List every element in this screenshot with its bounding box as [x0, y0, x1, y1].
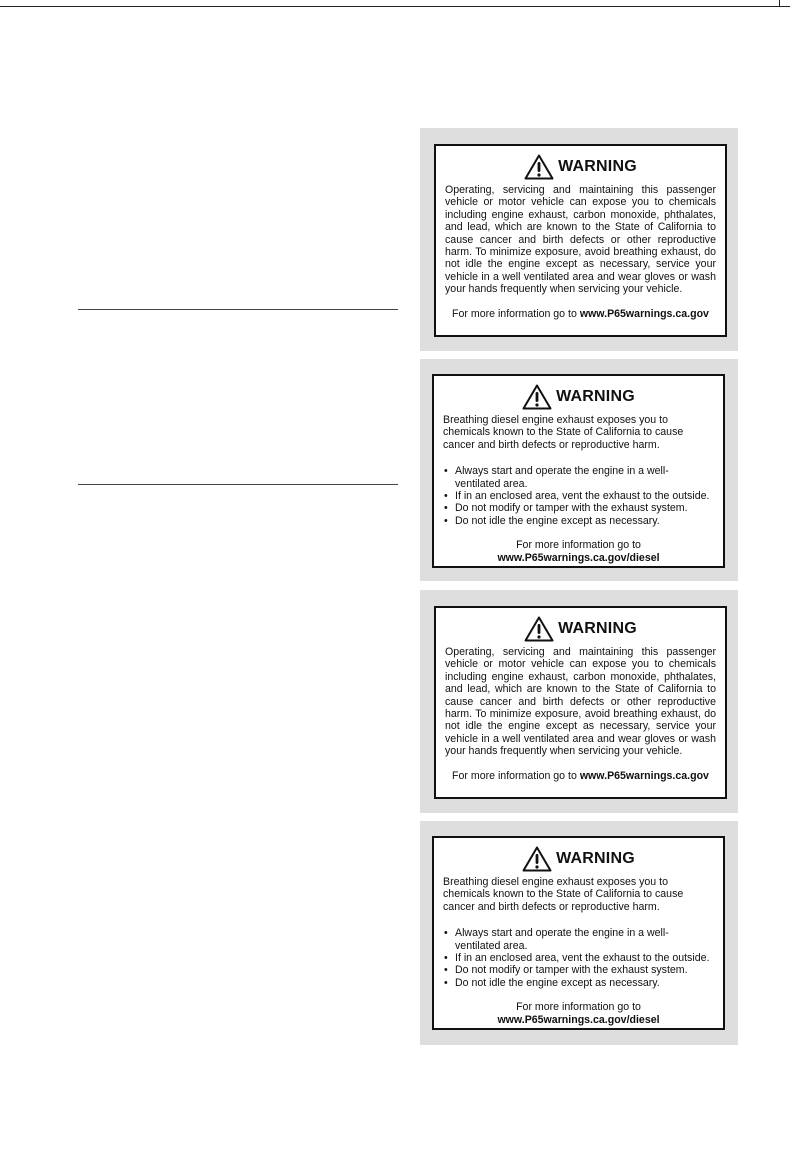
more-info-prefix: For more information go to	[452, 769, 580, 782]
more-info-url: www.P65warnings.ca.gov/diesel	[497, 1013, 660, 1026]
more-info-url: www.P65warnings.ca.gov/diesel	[497, 551, 660, 564]
more-info-line	[443, 1001, 714, 1026]
page-top-tick	[779, 0, 780, 7]
warning-body: Operating, servicing and maintaining this passenger vehicle or motor vehicle can expose you to chemicals including engine exhaust, carbon monoxide, phthalates, and lead, which are known to the State of California to cause cancer and birth defects or other reproductive harm. To minimize exposure, avoid breathing exhaust, do not idle the engine except as necessary, service your vehicle in a well ventilated area and wear gloves or wash your hands frequently when servicing your vehicle.	[445, 184, 716, 296]
warning-header	[445, 152, 716, 182]
more-info-line	[445, 770, 716, 782]
warning-triangle-icon	[522, 384, 552, 410]
warning-header	[445, 614, 716, 644]
warning-panel-3	[420, 590, 738, 813]
warning-title: WARNING	[556, 849, 635, 867]
warning-panel-4	[420, 821, 738, 1045]
warning-panel-1	[420, 128, 738, 351]
more-info-prefix: For more information go to	[452, 307, 580, 320]
warning-bullet-list	[443, 927, 714, 989]
bullet-item: • Do not modify or tamper with the exhaust system.	[443, 964, 714, 976]
more-info-line	[445, 308, 716, 320]
warning-body: Breathing diesel engine exhaust exposes you to chemicals known to the State of California to cause cancer and birth defects or reproductive harm.	[443, 414, 684, 451]
left-divider-1	[78, 309, 398, 310]
more-info-url: www.P65warnings.ca.gov	[579, 769, 709, 782]
warning-label-1	[434, 144, 727, 337]
warning-label-2	[432, 374, 725, 568]
warning-title: WARNING	[558, 619, 637, 637]
warning-body: Breathing diesel engine exhaust exposes you to chemicals known to the State of California to cause cancer and birth defects or reproductive harm.	[443, 876, 684, 913]
bullet-item: • Always start and operate the engine in a well-ventilated area.	[443, 927, 714, 952]
warning-label-3	[434, 606, 727, 799]
warning-body: Operating, servicing and maintaining this passenger vehicle or motor vehicle can expose you to chemicals including engine exhaust, carbon monoxide, phthalates, and lead, which are known to the State of California to cause cancer and birth defects or other reproductive harm. To minimize exposure, avoid breathing exhaust, do not idle the engine except as necessary, service your vehicle in a well ventilated area and wear gloves or wash your hands frequently when servicing your vehicle.	[445, 646, 716, 758]
bullet-item: • If in an enclosed area, vent the exhaust to the outside.	[443, 490, 714, 502]
bullet-item: • Do not idle the engine except as necessary.	[443, 977, 714, 989]
page-top-rule	[0, 0, 790, 7]
warning-title: WARNING	[558, 157, 637, 175]
more-info-text: For more information go to	[516, 1001, 641, 1014]
warning-title: WARNING	[556, 387, 635, 405]
warning-triangle-icon	[524, 616, 554, 642]
warning-panel-2	[420, 359, 738, 581]
warning-bullet-list	[443, 465, 714, 527]
warning-header	[443, 382, 714, 412]
bullet-item: • Always start and operate the engine in a well-ventilated area.	[443, 465, 714, 490]
more-info-line	[443, 539, 714, 564]
warning-triangle-icon	[522, 846, 552, 872]
bullet-item: • Do not modify or tamper with the exhaust system.	[443, 502, 714, 514]
more-info-text: For more information go to	[516, 539, 641, 552]
bullet-item: • If in an enclosed area, vent the exhaust to the outside.	[443, 952, 714, 964]
more-info-url: www.P65warnings.ca.gov	[579, 307, 709, 320]
warning-header	[443, 844, 714, 874]
bullet-item: • Do not idle the engine except as necessary.	[443, 515, 714, 527]
warning-triangle-icon	[524, 154, 554, 180]
left-divider-2	[78, 484, 398, 485]
warning-label-4	[432, 836, 725, 1030]
